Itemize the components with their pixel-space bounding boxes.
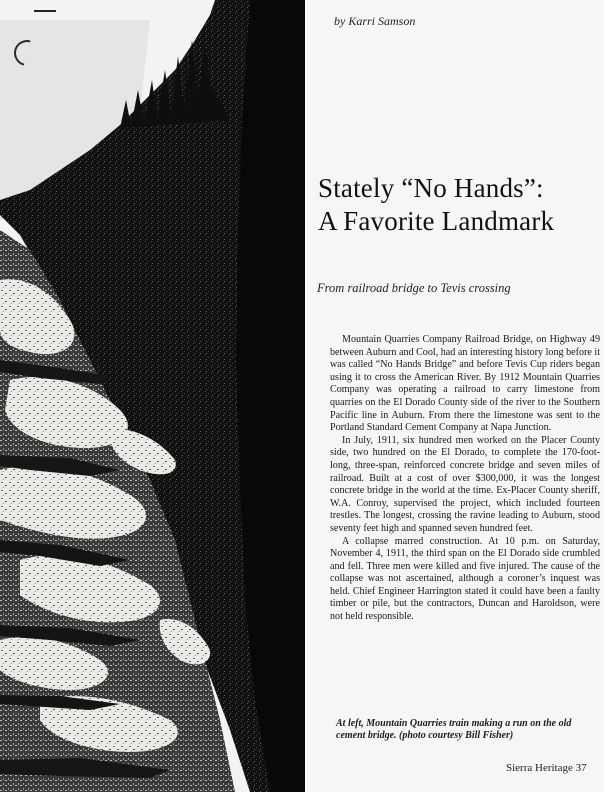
body-paragraph: In July, 1911, six hundred men worked on the Placer County side, two hundred on the El Dorado, to complete the 170-foot-long, three-span, reinforced concrete bridge and seven miles of railroad. Built at a cost of over $300,000, it was the longest concrete bridge in the world at the time. Ex-Placer County sheriff, W.A. Conroy, supervised the project, which included fourteen trestles. The longest, crossing the ravine leading to Auburn, stood seventy feet high and spanned seven hundred feet.: [330, 434, 600, 534]
article-body: [330, 334, 600, 624]
photo-caption: At left, Mountain Quarries train making a run on the old cement bridge. (photo courtesy Bill Fisher): [336, 718, 572, 742]
article-title-line-1: Stately “No Hands”:: [318, 173, 544, 203]
page-number: 37: [575, 762, 587, 774]
article-title: [318, 172, 602, 238]
margin-mark: [34, 10, 56, 12]
article-subtitle: From railroad bridge to Tevis crossing: [317, 281, 511, 295]
publication-name: Sierra Heritage: [506, 762, 573, 774]
page-footer: [506, 762, 587, 774]
article-title-line-2: A Favorite Landmark: [318, 206, 555, 236]
body-paragraph: A collapse marred construction. At 10 p.m. on Saturday, November 4, 1911, the third span on the El Dorado side crumbled and fell. Three men were killed and five injured. The cause of the collapse was not ascertained, although a coroner’s inquest was held. Chief Engineer Harrington stated it could have been a faulty timber or pile, but the contractors, Duncan and Haroldson, were not held responsible.: [330, 535, 600, 623]
byline: by Karri Samson: [334, 14, 416, 28]
body-paragraph: Mountain Quarries Company Railroad Bridge, on Highway 49 between Auburn and Cool, had an interesting history long before it was called “No Hands Bridge” and before Tevis Cup riders began using it to cross the American River. By 1912 Mountain Quarries Company was operating a railroad to carry limestone from quarries on the El Dorado County side of the river to the Southern Pacific line in Auburn. From there the limestone was sent to the Portland Standard Cement Company at Napa Junction.: [330, 334, 600, 434]
